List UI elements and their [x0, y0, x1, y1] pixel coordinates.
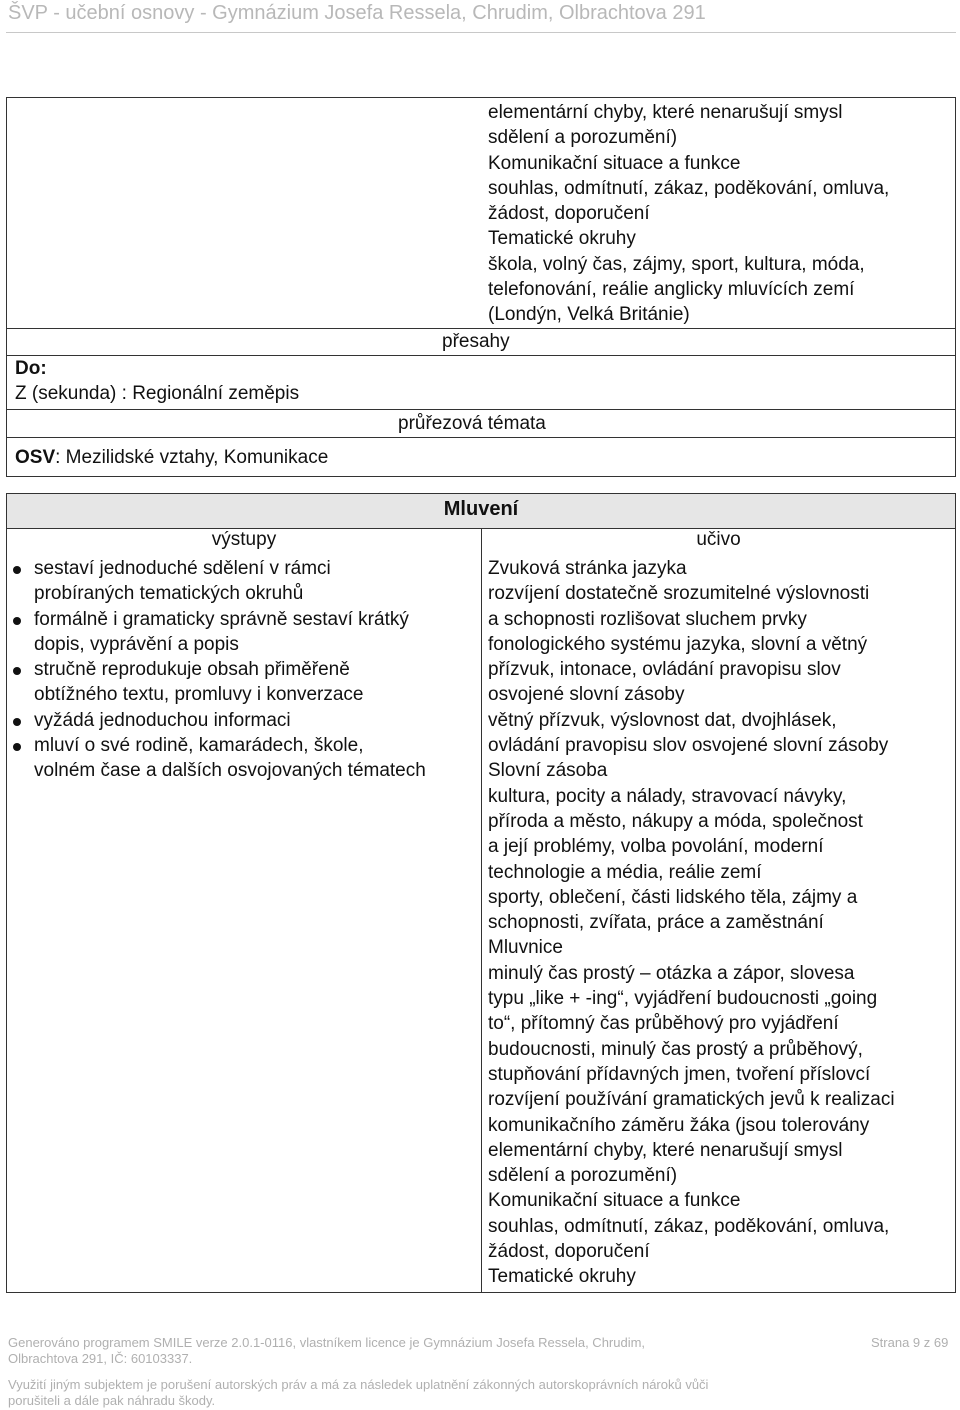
footer-generated-line: Olbrachtova 291, IČ: 60103337.	[8, 1351, 193, 1366]
bullet-icon	[13, 617, 21, 625]
ucivo-line: stupňování přídavných jmen, tvoření příslovcí	[488, 1063, 871, 1085]
ucivo-line: ovládání pravopisu slov osvojené slovní zásoby	[488, 735, 889, 757]
ucivo-line: typu „like + -ing“, vyjádření budoucnosti „going	[488, 988, 878, 1010]
page-number: Strana 9 z 69	[871, 1335, 949, 1350]
ucivo-line: sporty, oblečení, části lidského těla, zájmy a	[488, 886, 858, 908]
ucivo-line: minulý čas prostý – otázka a zápor, slovesa	[488, 962, 855, 984]
osv-value: : Mezilidské vztahy, Komunikace	[55, 447, 329, 468]
ucivo-line: rozvíjení dostatečně srozumitelné výslovnosti	[488, 583, 870, 605]
vystup-item: mluví o své rodině, kamarádech, škole, volném čase a dalších osvojovaných tématech	[7, 733, 426, 784]
do-value: Z (sekunda) : Regionální zeměpis	[15, 383, 300, 404]
bullet-icon	[13, 566, 21, 574]
continuation-line: žádost, doporučení	[488, 203, 650, 225]
ucivo-line: komunikačního záměru žáka (jsou tolerovány	[488, 1114, 870, 1136]
vystup-item: vyžádá jednoduchou informaci	[7, 708, 426, 733]
column-divider	[481, 528, 482, 1292]
row-divider	[7, 355, 955, 356]
osv-row	[15, 445, 328, 470]
row-divider	[7, 409, 955, 410]
bullet-icon	[13, 743, 21, 751]
ucivo-line: větný přízvuk, výslovnost dat, dvojhlásek,	[488, 709, 837, 731]
continuation-line: (Londýn, Velká Británie)	[488, 304, 690, 326]
continuation-line: Komunikační situace a funkce	[488, 152, 741, 174]
ucivo-line: Komunikační situace a funkce	[488, 1190, 741, 1212]
osv-label: OSV	[15, 447, 56, 468]
ucivo-line: rozvíjení používání gramatických jevů k realizaci	[488, 1089, 895, 1111]
continuation-line: telefonování, reálie anglicky mluvících zemí	[488, 279, 855, 301]
ucivo-line: elementární chyby, které nenarušují smysl	[488, 1139, 843, 1161]
continuation-text	[488, 100, 889, 328]
ucivo-line: osvojené slovní zásoby	[488, 684, 685, 706]
header-divider	[6, 32, 956, 33]
continuation-line: sdělení a porozumění)	[488, 127, 678, 149]
row-divider	[7, 437, 955, 438]
presahy-label: přesahy	[442, 331, 510, 352]
continuation-line: souhlas, odmítnutí, zákaz, poděkování, omluva,	[488, 177, 890, 199]
ucivo-column	[488, 556, 895, 1290]
ucivo-line: kultura, pocity a nálady, stravovací návyky,	[488, 785, 847, 807]
mluveni-title: Mluvení	[443, 498, 519, 520]
vystupy-column	[7, 556, 426, 784]
mluveni-table	[6, 493, 956, 1293]
ucivo-line: sdělení a porozumění)	[488, 1165, 678, 1187]
ucivo-line: žádost, doporučení	[488, 1241, 650, 1263]
vystupy-list	[7, 556, 426, 784]
do-label: Do:	[15, 358, 47, 379]
prurezova-temata-label: průřezová témata	[398, 413, 546, 434]
document-header-title: ŠVP - učební osnovy - Gymnázium Josefa Ressela, Chrudim, Olbrachtova 291	[8, 2, 706, 24]
footer-copyright-line: Využití jiným subjektem je porušení autorských práv a má za následek uplatnění zákonných autorskoprávních nároků vůči	[8, 1377, 709, 1392]
ucivo-line: technologie a média, reálie zemí	[488, 861, 762, 883]
footer-generated	[8, 1335, 645, 1367]
ucivo-line: přízvuk, intonace, ovládání pravopisu slov	[488, 659, 841, 681]
bullet-icon	[13, 667, 21, 675]
footer-generated-line: Generováno programem SMILE verze 2.0.1-0116, vlastníkem licence je Gymnázium Josefa Ressela, Chrudim,	[8, 1335, 646, 1350]
footer-copyright-line: porušiteli a dále pak náhradu škody.	[8, 1393, 216, 1408]
ucivo-line: schopnosti, zvířata, práce a zaměstnání	[488, 912, 824, 934]
vystup-item: stručně reprodukuje obsah přiměřeně obtížného textu, promluvy i konverzace	[7, 657, 426, 708]
ucivo-line: Slovní zásoba	[488, 760, 608, 782]
vystup-item: formálně i gramaticky správně sestaví krátký dopis, vyprávění a popis	[7, 607, 426, 658]
ucivo-line: to“, přítomný čas průběhový pro vyjádření	[488, 1013, 839, 1035]
continuation-line: elementární chyby, které nenarušují smysl	[488, 102, 843, 123]
ucivo-line: a schopnosti rozlišovat sluchem prvky	[488, 608, 807, 630]
presahy-table	[6, 97, 956, 477]
vystup-item: sestaví jednoduché sdělení v rámci probíraných tematických okruhů	[7, 556, 426, 607]
continuation-line: škola, volný čas, zájmy, sport, kultura, móda,	[488, 253, 865, 275]
ucivo-line: příroda a město, nákupy a móda, společnost	[488, 810, 863, 832]
ucivo-line: budoucnosti, minulý čas prostý a průběhový,	[488, 1038, 863, 1060]
continuation-line: Tematické okruhy	[488, 228, 636, 250]
vystupy-header: výstupy	[211, 529, 277, 550]
bullet-icon	[13, 718, 21, 726]
ucivo-line: souhlas, odmítnutí, zákaz, poděkování, omluva,	[488, 1215, 890, 1237]
footer-copyright	[8, 1377, 708, 1409]
ucivo-line: Mluvnice	[488, 937, 563, 959]
ucivo-header: učivo	[696, 529, 741, 550]
ucivo-line: Zvuková stránka jazyka	[488, 558, 687, 579]
ucivo-line: Tematické okruhy	[488, 1266, 636, 1288]
ucivo-line: a její problémy, volba povolání, moderní	[488, 836, 824, 858]
ucivo-line: fonologického systému jazyka, slovní a větný	[488, 633, 868, 655]
